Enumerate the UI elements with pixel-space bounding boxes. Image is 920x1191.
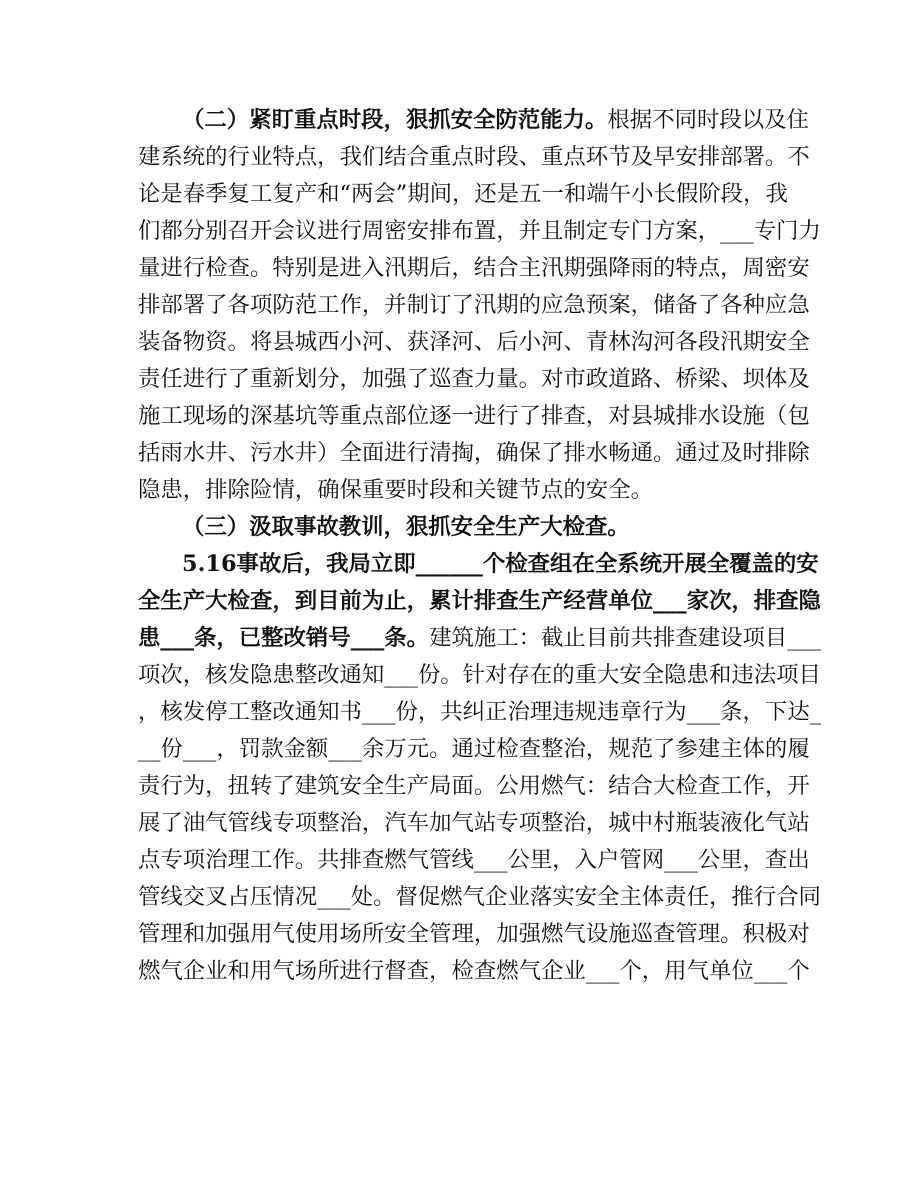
text-line-21: 点专项治理工作。共排查燃气管线___公里，入户管网___公里，查出 (138, 847, 810, 873)
text-line-4: 们都分别召开会议进行周密安排布置，并且制定专门方案，___专门力 (138, 218, 821, 244)
text-line-7: 装备物资。将县城西小河、获泽河、后小河、青林沟河各段汛期安全 (138, 329, 810, 355)
text-line-17: ，核发停工整改通知书___份，共纠正治理违规违章行为___条，下达_ (138, 699, 821, 725)
text-line-16: 项次，核发隐患整改通知___份。针对存在的重大安全隐患和违法项目 (138, 662, 821, 688)
text-line-2: 建系统的行业特点，我们结合重点时段、重点环节及早安排部署。不 (138, 144, 810, 170)
text-line-5: 量进行检查。特别是进入汛期后，结合主汛期强降雨的特点，周密安 (138, 255, 810, 281)
text-line-8: 责任进行了重新划分，加强了巡查力量。对市政道路、桥梁、坝体及 (138, 366, 810, 392)
document-body (138, 102, 821, 990)
section-heading-3: （三）汲取事故教训，狠抓安全生产大检查。 (182, 514, 630, 540)
text-line-10: 括雨水井、污水井）全面进行清掏，确保了排水畅通。通过及时排除 (138, 440, 810, 466)
text-line-24: 燃气企业和用气场所进行督查，检查燃气企业___个，用气单位___个 (138, 958, 810, 984)
text-line-22: 管线交叉占压情况___处。督促燃气企业落实安全主体责任，推行合同 (138, 884, 821, 910)
text-line-20: 展了油气管线专项整治，汽车加气站专项整治，城中村瓶装液化气站 (138, 810, 810, 836)
text-line-19: 责行为，扭转了建筑安全生产局面。公用燃气：结合大检查工作，开 (138, 773, 810, 799)
text-line-15: 患___条，已整改销号___条。建筑施工：截止目前共排查建设项目___ (138, 625, 821, 651)
text-line-13: 5.16事故后，我局立即______个检查组在全系统开展全覆盖的安 (182, 551, 819, 577)
text-line-6: 排部署了各项防范工作，并制订了汛期的应急预案，储备了各种应急 (138, 292, 810, 318)
text-line-11: 隐患，排除险情，确保重要时段和关键节点的安全。 (138, 477, 653, 503)
text-line-9: 施工现场的深基坑等重点部位逐一进行了排查，对县城排水设施（包 (138, 403, 810, 429)
text-line-14: 全生产大检查，到目前为止，累计排查生产经营单位___家次，排查隐 (138, 588, 821, 614)
text-line-3: 论是春季复工复产和“两会”期间，还是五一和端午小长假阶段，我 (138, 181, 788, 207)
text-line-18: __份___，罚款金额___余万元。通过检查整治，规范了参建主体的履 (138, 736, 810, 762)
section-heading-2: （二）紧盯重点时段，狠抓安全防范能力。 (182, 107, 608, 133)
text-line-23: 管理和加强用气使用场所安全管理，加强燃气设施巡查管理。积极对 (138, 921, 810, 947)
text-line-1: （二）紧盯重点时段，狠抓安全防范能力。根据不同时段以及住 (182, 107, 809, 133)
